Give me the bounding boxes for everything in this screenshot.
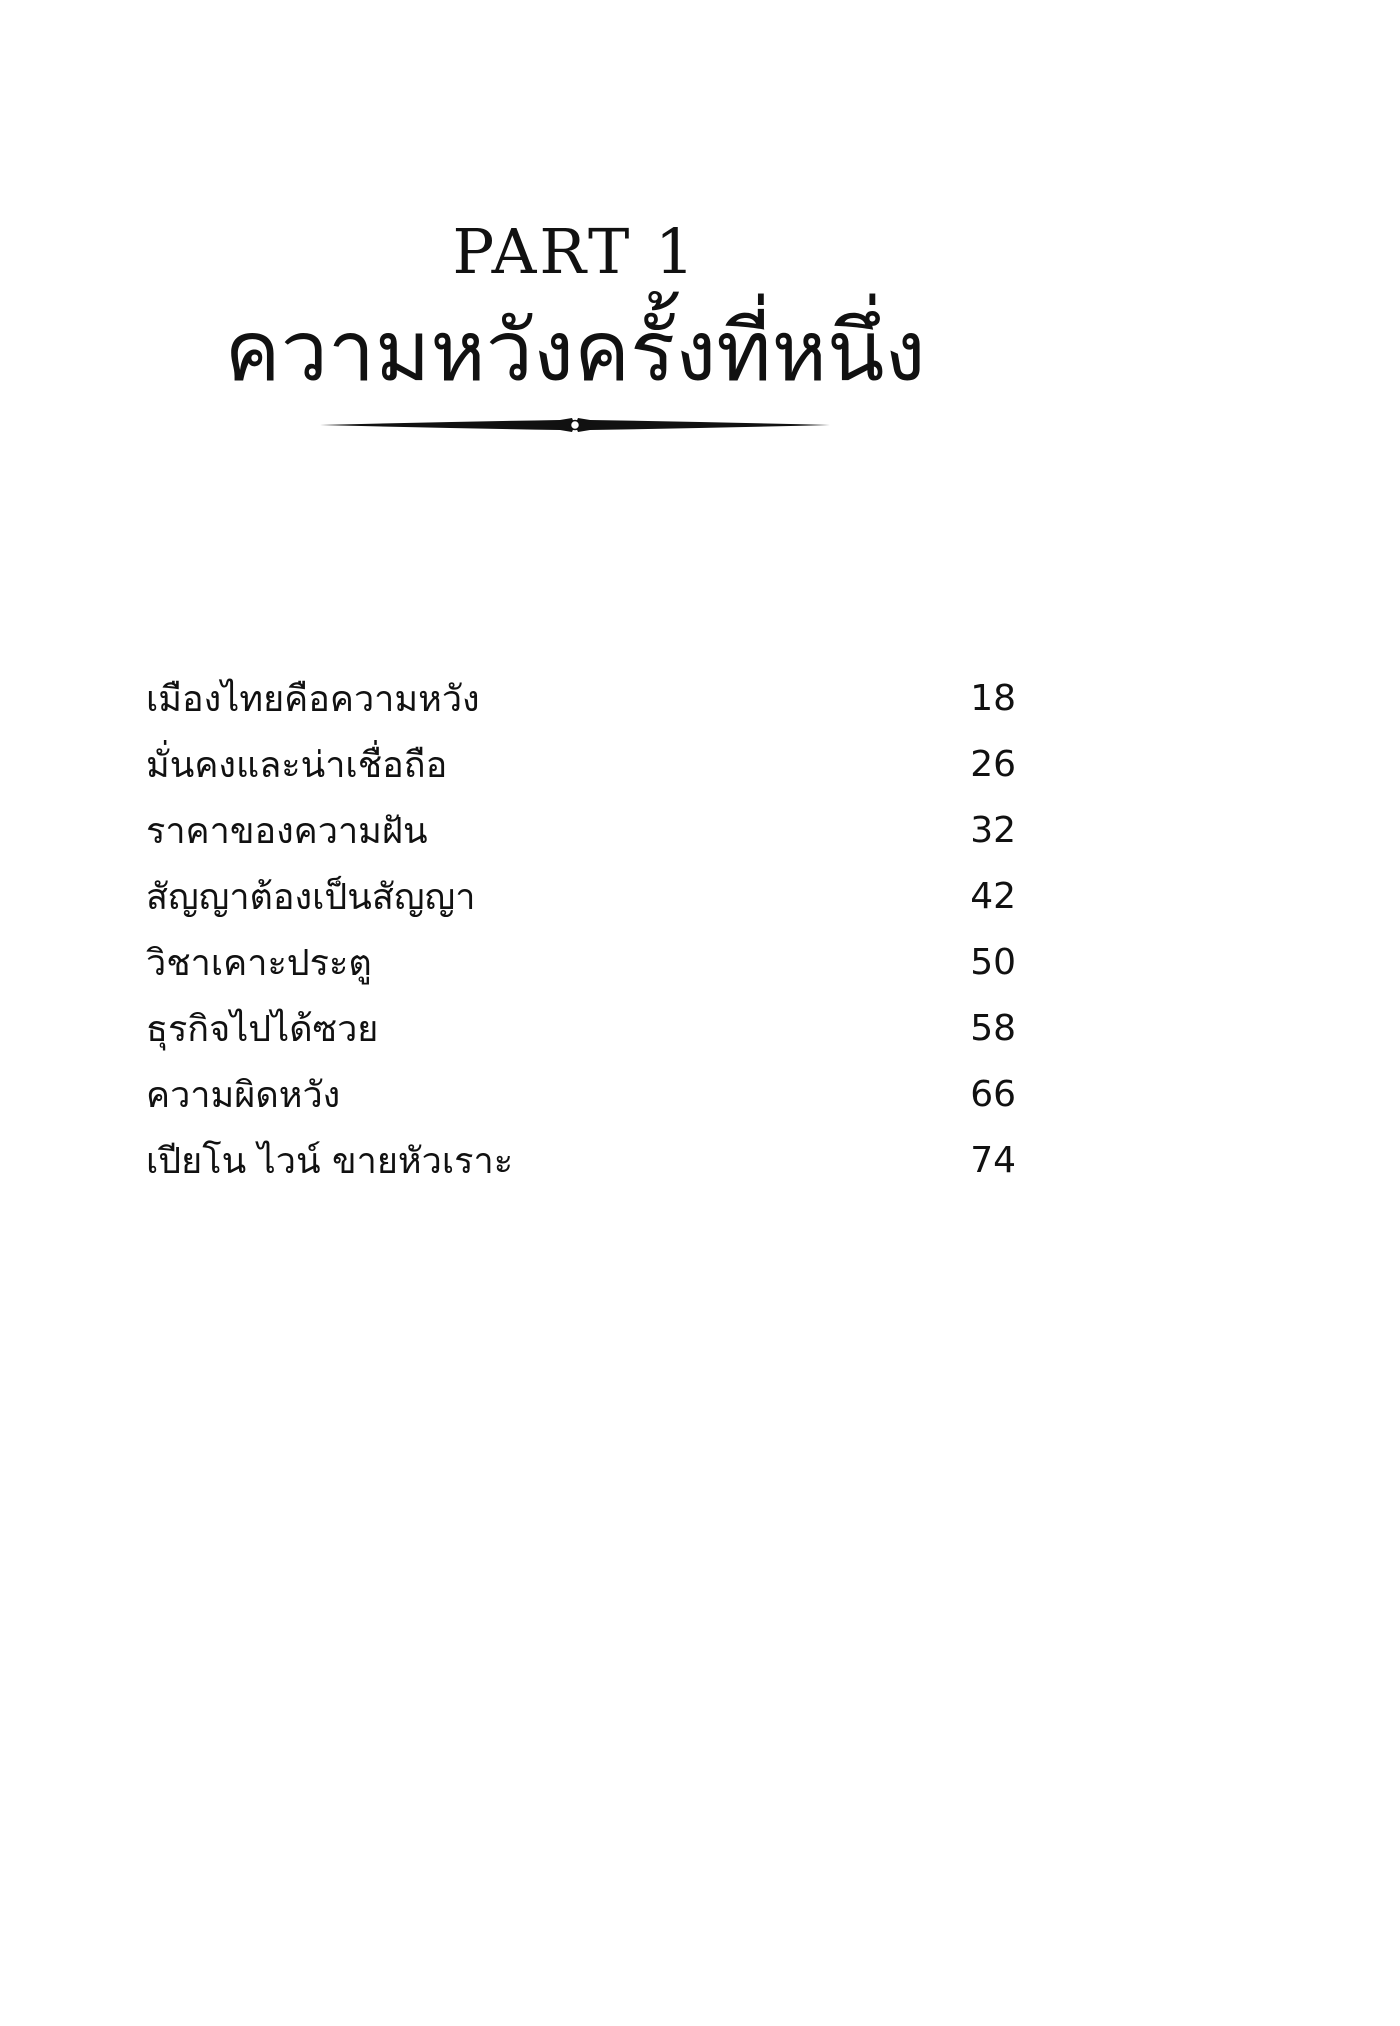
toc-entry-page: 42 — [970, 875, 1016, 917]
toc-entry-page: 50 — [970, 941, 1016, 983]
toc-entry-title: สัญญาต้องเป็นสัญญา — [146, 876, 476, 918]
toc-entry-page: 74 — [970, 1139, 1016, 1181]
toc-entry-page: 18 — [970, 677, 1016, 719]
toc-entry-title: เปียโน ไวน์ ขายหัวเราะ — [146, 1140, 514, 1182]
part-title: ความหวังครั้งที่หนึ่ง — [224, 302, 926, 400]
toc-entry-page: 26 — [970, 743, 1016, 785]
toc-entry[interactable] — [146, 929, 1016, 995]
toc-entry-title: วิชาเคาะประตู — [146, 942, 372, 984]
toc-entry[interactable] — [146, 1127, 1016, 1193]
toc-entry[interactable] — [146, 797, 1016, 863]
toc-entry-title: มั่นคงและน่าเชื่อถือ — [146, 744, 448, 786]
toc-entry-title: เมืองไทยคือความหวัง — [146, 678, 480, 720]
toc-entry-title: ความผิดหวัง — [146, 1074, 341, 1116]
toc-entry[interactable] — [146, 995, 1016, 1061]
toc-entry-page: 32 — [970, 809, 1016, 851]
toc-entry[interactable] — [146, 1061, 1016, 1127]
toc-entry-title: ธุรกิจไปได้ซวย — [146, 1008, 379, 1050]
part-label: PART 1 — [452, 215, 698, 288]
toc-entry[interactable] — [146, 665, 1016, 731]
toc-entry-page: 58 — [970, 1007, 1016, 1049]
toc-entry-page: 66 — [970, 1073, 1016, 1115]
toc-entry[interactable] — [146, 863, 1016, 929]
table-of-contents — [146, 665, 1016, 1193]
divider-ornament — [320, 405, 830, 445]
toc-entry[interactable] — [146, 731, 1016, 797]
toc-entry-title: ราคาของความฝัน — [146, 810, 428, 852]
